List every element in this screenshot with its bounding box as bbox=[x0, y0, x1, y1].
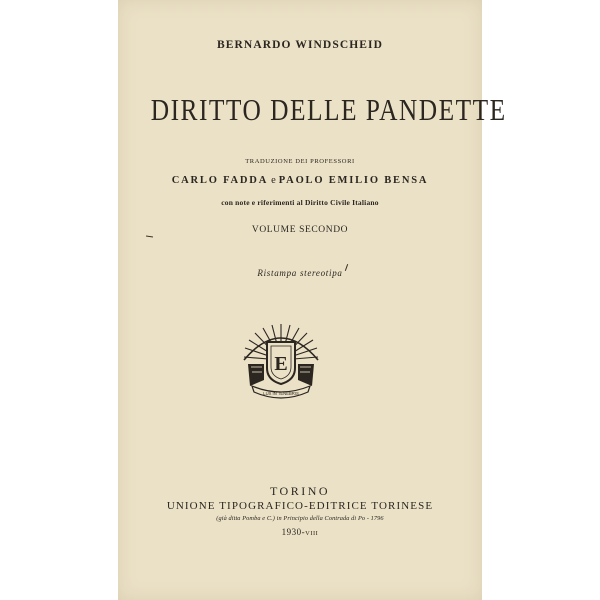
translators bbox=[118, 175, 482, 186]
publisher-name: UNIONE TIPOGRAFICO-EDITRICE TORINESE bbox=[166, 500, 434, 512]
motto-text: LUX IN TENEBRIS bbox=[263, 391, 299, 396]
author-name: BERNARDO WINDSCHEID bbox=[216, 39, 384, 51]
translation-line: TRADUZIONE DEI PROFESSORI bbox=[245, 158, 355, 165]
reprint-note: Ristampa stereotipa bbox=[257, 268, 343, 278]
publisher-address: (già ditta Pomba e C.) in Principio della Contrada di Po - 1796 bbox=[216, 515, 384, 522]
title-page bbox=[118, 0, 507, 600]
conjunction: e bbox=[271, 175, 276, 186]
fascist-era-year: VIII bbox=[305, 530, 319, 537]
publisher-emblem-icon bbox=[242, 320, 320, 404]
book-title: DIRITTO DELLE PANDETTE bbox=[150, 92, 507, 127]
translator-2: PAOLO EMILIO BENSA bbox=[278, 175, 429, 186]
publication-date bbox=[118, 527, 482, 537]
year: 1930- bbox=[281, 527, 306, 537]
paper-mark bbox=[146, 236, 153, 238]
translator-1: CARLO FADDA bbox=[171, 175, 269, 186]
city: TORINO bbox=[269, 484, 331, 498]
shield-letter: E bbox=[274, 353, 288, 375]
volume-label: VOLUME SECONDO bbox=[251, 225, 349, 235]
notes-line: con note e riferimenti al Diritto Civile Italiano bbox=[221, 198, 379, 207]
